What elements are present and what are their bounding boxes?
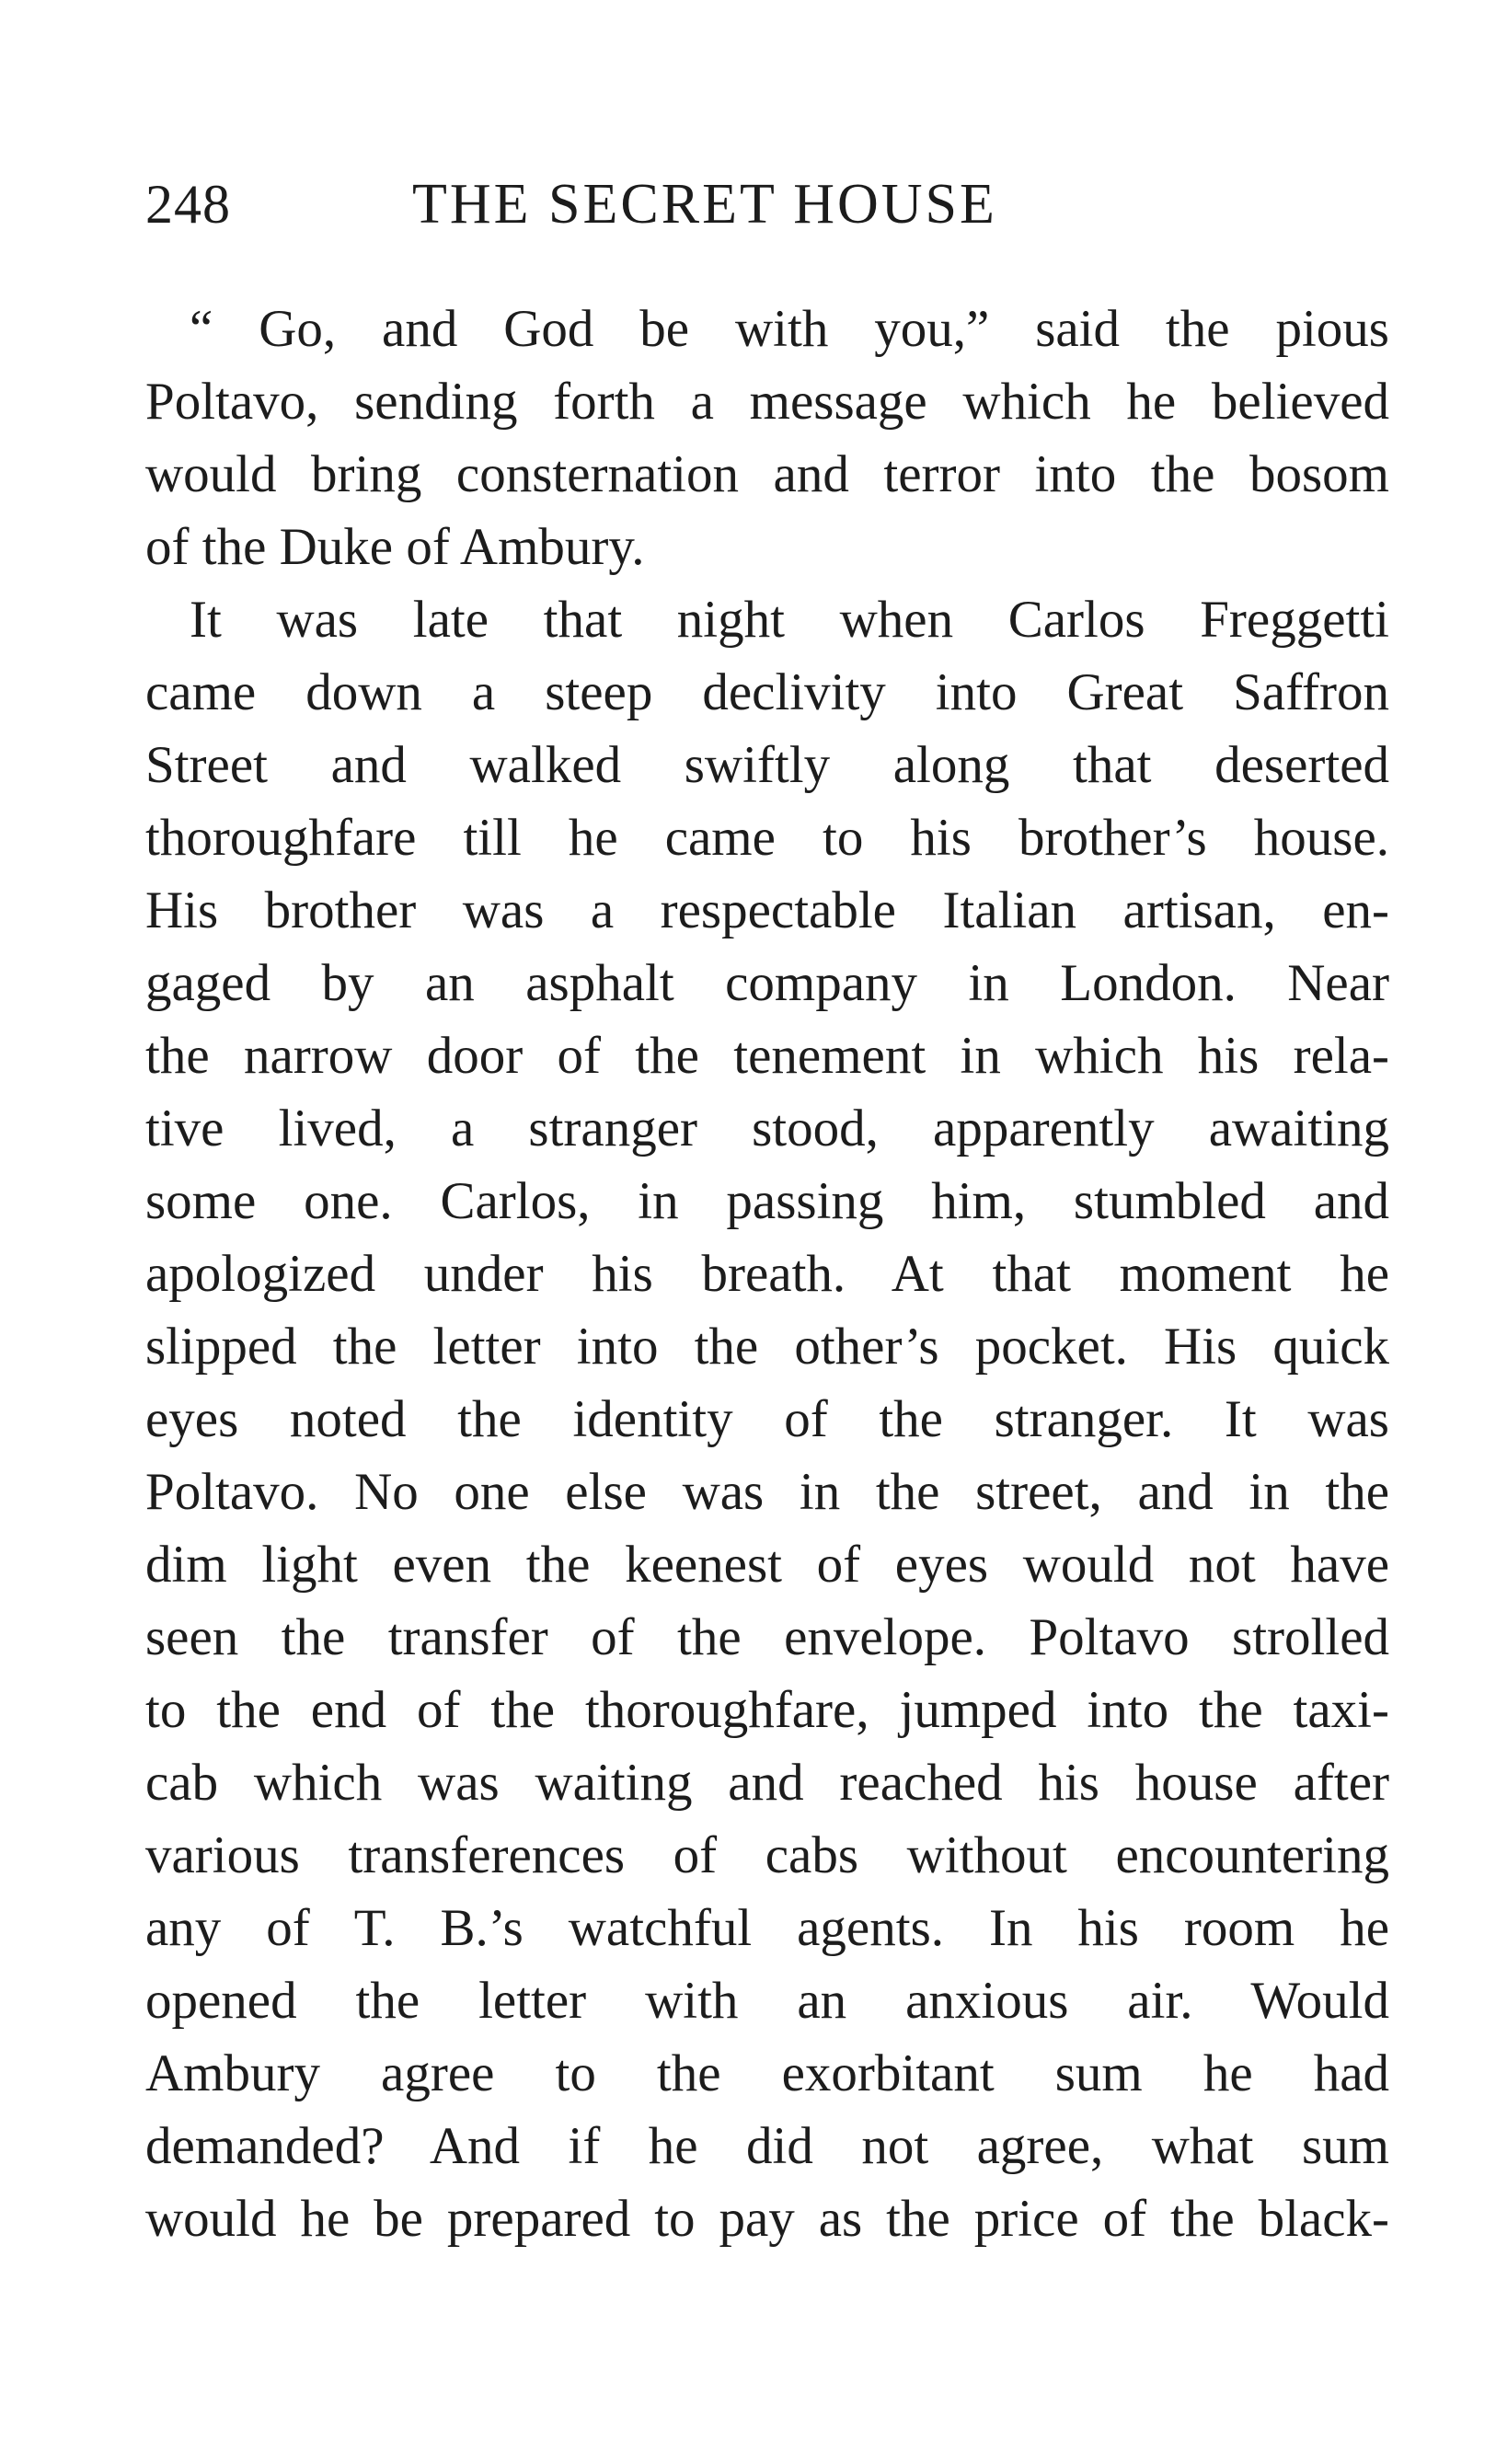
text-line: Poltavo, sending forth a message which he believed (145, 373, 1389, 431)
running-head (145, 167, 1397, 241)
text-line: cab which was waiting and reached his house after (145, 1754, 1389, 1812)
text-line: thoroughfare till he came to his brother’s house. (145, 809, 1389, 867)
text-line: opened the letter with an anxious air. Would (145, 1972, 1389, 2030)
text-line: eyes noted the identity of the stranger. It was (145, 1390, 1389, 1448)
page-number: 248 (145, 174, 231, 235)
text-line: any of T. B.’s watchful agents. In his room he (145, 1899, 1389, 1957)
text-line: seen the transfer of the envelope. Poltavo strolled (145, 1608, 1389, 1666)
text-line: would he be prepared to pay as the price of the black- (145, 2190, 1389, 2248)
text-line: various transferences of cabs without encountering (145, 1826, 1389, 1884)
text-line: apologized under his breath. At that moment he (145, 1245, 1389, 1303)
text-line: of the Duke of Ambury. (145, 518, 645, 576)
text-line: some one. Carlos, in passing him, stumbled and (145, 1172, 1389, 1230)
text-line: “ Go, and God be with you,” said the pious (190, 300, 1389, 358)
text-line: His brother was a respectable Italian artisan, en- (145, 881, 1389, 939)
text-line: Street and walked swiftly along that deserted (145, 736, 1389, 794)
text-line: the narrow door of the tenement in which his rela- (145, 1027, 1389, 1085)
text-line: Ambury agree to the exorbitant sum he had (145, 2044, 1389, 2102)
text-line: came down a steep declivity into Great Saffron (145, 663, 1389, 721)
text-line: slipped the letter into the other’s pocket. His quick (145, 1318, 1389, 1376)
text-line: would bring consternation and terror into the bosom (145, 445, 1389, 503)
text-line: demanded? And if he did not agree, what sum (145, 2117, 1389, 2175)
text-line: to the end of the thoroughfare, jumped into the taxi- (145, 1681, 1389, 1739)
text-line: dim light even the keenest of eyes would not have (145, 1536, 1389, 1594)
text-line: Poltavo. No one else was in the street, and in the (145, 1463, 1389, 1521)
body-text (145, 293, 1389, 2255)
text-line: It was late that night when Carlos Freggetti (190, 591, 1389, 649)
running-title: THE SECRET HOUSE (412, 173, 997, 236)
text-line: tive lived, a stranger stood, apparently awaiting (145, 1100, 1389, 1157)
text-line: gaged by an asphalt company in London. Near (145, 954, 1389, 1012)
